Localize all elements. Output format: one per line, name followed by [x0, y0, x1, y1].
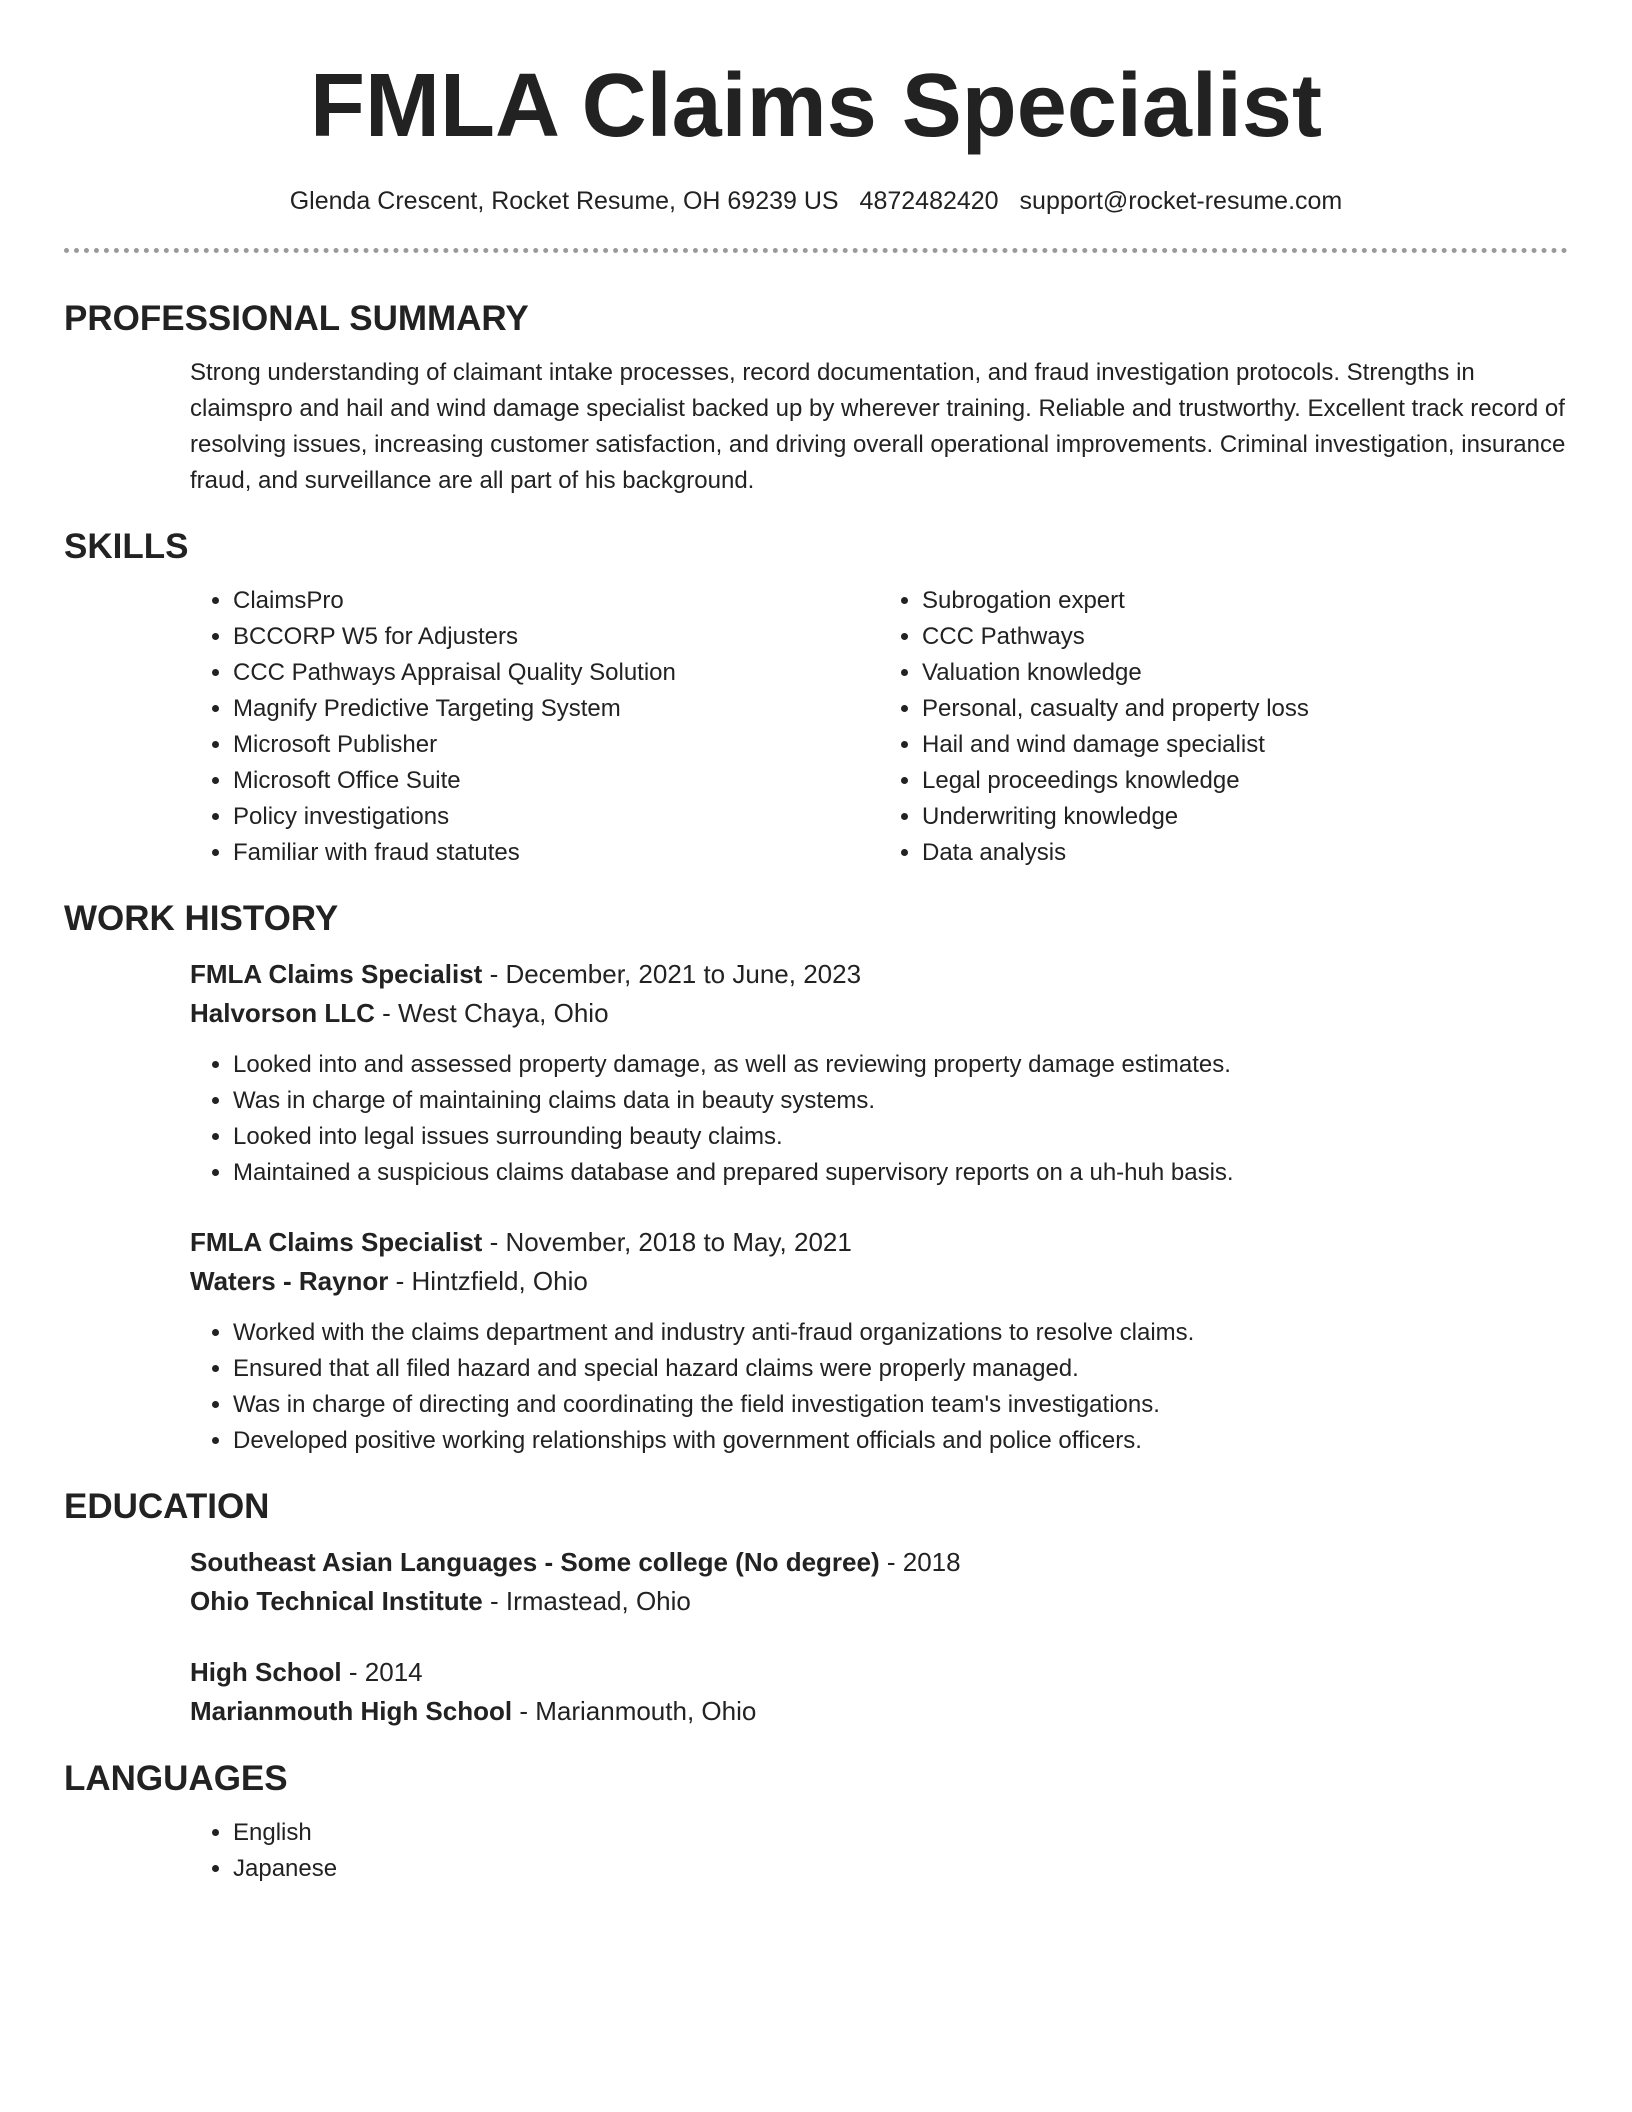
- job-role: FMLA Claims Specialist: [190, 1227, 483, 1257]
- skill-item: • Personal, casualty and property loss: [922, 691, 1568, 727]
- skills-columns: [190, 583, 1568, 871]
- job-location: - West Chaya, Ohio: [374, 998, 609, 1028]
- languages-list: [190, 1815, 1568, 1887]
- skill-item: • CCC Pathways: [922, 619, 1568, 655]
- education-school: Ohio Technical Institute: [190, 1586, 483, 1616]
- education-school-line: [190, 1692, 1568, 1731]
- skill-item: • CCC Pathways Appraisal Quality Solution: [233, 655, 879, 691]
- job-entry: [190, 955, 1568, 1191]
- summary-text: Strong understanding of claimant intake processes, record documentation, and fraud investigation protocols. Strengths in claimspro and hail and wind damage specialist backed up by wherever training. Reliable and trustworthy. Excellent track record of resolving issues, increasing customer satisfaction, and driving overall operational improvements. Criminal investigation, insurance fraud, and surveillance are all part of his background.: [190, 359, 1566, 494]
- education-location: - Irmastead, Ohio: [482, 1586, 691, 1616]
- language-item: • Japanese: [233, 1851, 1568, 1887]
- work-history-heading: WORK HISTORY: [64, 899, 339, 938]
- contact-email: support@rocket-resume.com: [1019, 187, 1343, 215]
- education-school: Marianmouth High School: [190, 1696, 513, 1726]
- summary-section: [64, 297, 1568, 499]
- skills-list-left: [190, 583, 879, 871]
- skill-item: • Underwriting knowledge: [922, 799, 1568, 835]
- job-duty-item: • Was in charge of directing and coordinating the field investigation team's investigations.: [233, 1387, 1568, 1423]
- job-duties: [190, 1047, 1568, 1191]
- job-role: FMLA Claims Specialist: [190, 959, 483, 989]
- resume-title: FMLA Claims Specialist: [310, 56, 1322, 156]
- skills-heading: SKILLS: [64, 527, 189, 566]
- job-duty-item: • Worked with the claims department and industry anti-fraud organizations to resolve claims.: [233, 1315, 1568, 1351]
- education-degree-line: [190, 1653, 1568, 1692]
- contact-line: [64, 184, 1568, 218]
- language-item: • English: [233, 1815, 1568, 1851]
- header-divider: [64, 248, 1568, 253]
- job-duty-item: • Developed positive working relationships with government officials and police officers.: [233, 1423, 1568, 1459]
- job-company-line: [190, 1262, 1568, 1301]
- skill-item: • Microsoft Office Suite: [233, 763, 879, 799]
- job-title-line: [190, 1223, 1568, 1262]
- job-dates: - December, 2021 to June, 2023: [482, 959, 862, 989]
- education-entry: [190, 1543, 1568, 1621]
- summary-heading: PROFESSIONAL SUMMARY: [64, 299, 529, 338]
- education-degree: Southeast Asian Languages - Some college (No degree): [190, 1547, 880, 1577]
- job-duty-item: • Ensured that all filed hazard and special hazard claims were properly managed.: [233, 1351, 1568, 1387]
- languages-section: [64, 1757, 1568, 1887]
- education-section: [64, 1485, 1568, 1731]
- skill-item: • ClaimsPro: [233, 583, 879, 619]
- job-duty-item: • Maintained a suspicious claims database and prepared supervisory reports on a uh-huh basis.: [233, 1155, 1568, 1191]
- job-duty-item: • Was in charge of maintaining claims data in beauty systems.: [233, 1083, 1568, 1119]
- contact-address: Glenda Crescent, Rocket Resume, OH 69239 US: [289, 187, 839, 215]
- skill-item: • Policy investigations: [233, 799, 879, 835]
- skills-section: [64, 525, 1568, 871]
- education-year: - 2014: [341, 1657, 423, 1687]
- skill-item: • Magnify Predictive Targeting System: [233, 691, 879, 727]
- job-duty-item: • Looked into and assessed property damage, as well as reviewing property damage estimates.: [233, 1047, 1568, 1083]
- work-history-body: [190, 955, 1568, 1459]
- skill-item: • Data analysis: [922, 835, 1568, 871]
- job-company: Halvorson LLC: [190, 998, 375, 1028]
- skill-item: • Legal proceedings knowledge: [922, 763, 1568, 799]
- education-location: - Marianmouth, Ohio: [512, 1696, 757, 1726]
- languages-body: [190, 1815, 1568, 1887]
- education-year: - 2018: [879, 1547, 961, 1577]
- job-duties: [190, 1315, 1568, 1459]
- job-duty-item: • Looked into legal issues surrounding beauty claims.: [233, 1119, 1568, 1155]
- education-degree-line: [190, 1543, 1568, 1582]
- skill-item: • Valuation knowledge: [922, 655, 1568, 691]
- skills-list-right: [879, 583, 1568, 871]
- summary-body: [190, 355, 1568, 499]
- job-location: - Hintzfield, Ohio: [388, 1266, 588, 1296]
- skill-item: • Microsoft Publisher: [233, 727, 879, 763]
- education-school-line: [190, 1582, 1568, 1621]
- job-entry: [190, 1223, 1568, 1459]
- job-company: Waters - Raynor: [190, 1266, 389, 1296]
- job-dates: - November, 2018 to May, 2021: [482, 1227, 852, 1257]
- skill-item: • Familiar with fraud statutes: [233, 835, 879, 871]
- work-history-section: [64, 897, 1568, 1459]
- skill-item: • Subrogation expert: [922, 583, 1568, 619]
- education-heading: EDUCATION: [64, 1487, 270, 1526]
- skill-item: • Hail and wind damage specialist: [922, 727, 1568, 763]
- contact-phone: 4872482420: [859, 187, 999, 215]
- education-entry: [190, 1653, 1568, 1731]
- languages-heading: LANGUAGES: [64, 1759, 288, 1798]
- education-degree: High School: [190, 1657, 342, 1687]
- education-body: [190, 1543, 1568, 1731]
- skill-item: • BCCORP W5 for Adjusters: [233, 619, 879, 655]
- job-company-line: [190, 994, 1568, 1033]
- job-title-line: [190, 955, 1568, 994]
